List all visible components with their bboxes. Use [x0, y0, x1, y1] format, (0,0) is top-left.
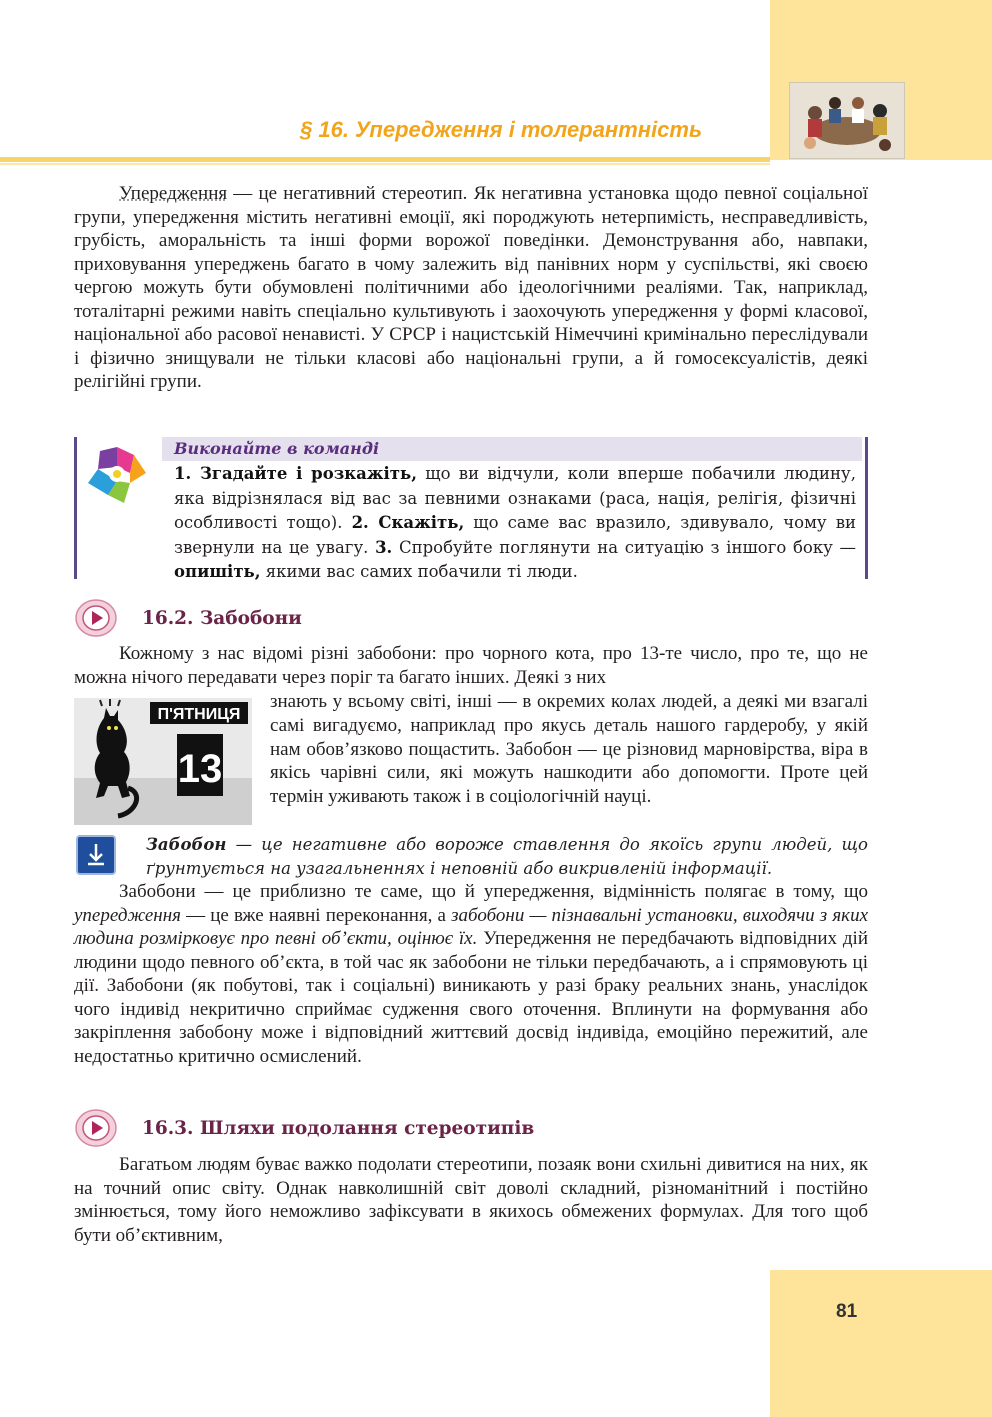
image-sign-text: П'ЯТНИЦЯ	[157, 706, 241, 723]
image-number-text: 13	[177, 747, 223, 791]
definition-icon	[76, 835, 116, 875]
task-step-3-verb: опишіть,	[174, 562, 261, 581]
intro-term: Упередження	[119, 183, 228, 204]
section-2-paragraph-2	[74, 880, 868, 1068]
black-cat-friday-13-image	[74, 698, 252, 825]
definition-term: Забобон	[146, 835, 227, 854]
section-3-heading: 16.3. Шляхи подолання стереотипів	[142, 1118, 535, 1139]
para2-end: Упередження не передбачають відповідних дій людини щодо певного об’єкта, в той час як забобони не тільки передбачають, а і спрямовують ці дії. Забобони (як побутові, так і соціальні) виникають у разі браку реальних знань, унаслідок чого індивід некритично сприймає судження свого оточення. Вплинути на формування або закріплення забобону може і відповідний життєвий досвід індивіда, емоційно пережитий, але недостатньо критично осмислений.	[74, 928, 868, 1067]
task-step-3-text: Спробуйте поглянути на ситуацію з іншого боку —	[392, 537, 856, 557]
section-2-wrapped-paragraph: знають у всьому світі, інші — в окремих колах людей, а деякі ми взагалі самі вигадуємо, наприклад про якусь деталь нашого гардеробу, у якій нам обов’язково пощастить. Забобон — це різновид марновірства, віра в якісь чарівні сили, які можуть нашкодити або допомогти. Проте цей термін уживають також і в соціологічній науці.	[270, 691, 868, 808]
para2-term-2: забобони — пізнавальні установки, виходячи з яких людина розмірковує про певні об’єкти, оцінює їх.	[74, 904, 868, 949]
task-step-2-label: 2. Скажіть,	[351, 513, 465, 532]
task-step-1-label: 1. Згадайте і розкажіть,	[174, 464, 417, 483]
section-2-heading: 16.2. Забобони	[142, 608, 302, 629]
team-task-box	[74, 437, 868, 579]
section-3-paragraph: Багатьом людям буває важко подолати стереотипи, позаяк вони схильні дивитися на них, як на точний опис світу. Однак навколишній світ доволі складний, різноманітний і постійно змінюється, тому його неможливо зафіксувати в якихось обмежених формулах. Для того щоб бути об’єктивним,	[74, 1154, 868, 1246]
header-rule	[0, 157, 770, 162]
team-hands-icon	[84, 443, 150, 507]
task-text	[174, 462, 856, 585]
section-2-lead-paragraph: Кожному з нас відомі різні забобони: про чорного кота, про 13-те число, про те, що не можна нічого передавати через поріг та багато інших. Деякі з них	[74, 643, 868, 688]
header-photo	[789, 82, 905, 159]
task-title: Виконайте в команді	[162, 437, 862, 461]
header-rule-secondary	[0, 163, 770, 165]
para2-middle: — це вже наявні переконання, а	[180, 904, 452, 926]
play-icon	[74, 1108, 118, 1148]
play-icon	[74, 598, 118, 638]
task-step-2-text: що саме вас вразило, здивувало, чому ви звернули на це увагу.	[174, 513, 856, 557]
task-box-right-border	[865, 437, 868, 579]
page-corner-band-bottom	[770, 1270, 992, 1417]
task-step-1-text: що ви відчули, коли вперше побачили людину, яка відрізнялася від вас за певними ознаками (раса, нація, релігія, фізичні особливості тощо).	[174, 464, 856, 532]
para2-start: Забобони — це приблизно те саме, що й упередження, відмінність полягає в тому, що	[119, 881, 868, 902]
definition-body: — це негативне або вороже ставлення до якоїсь групи людей, що ґрунтується на узагальненнях і неповній або викривленій інформації.	[146, 835, 868, 878]
task-step-3-label: 3.	[375, 537, 393, 557]
intro-text: — це негативний стереотип. Як негативна установка щодо певної соціальної групи, упередження містить негативні емоції, які породжують нетерпимість, несправедливість, грубість, аморальність та інші форми ворожої поведінки. Демонстрування або, навпаки, приховування упереджень багато в чому залежить від панівних норм у суспільстві, які своєю чергою можуть бути обумовлені політичними або ідеологічними реаліями. Так, наприклад, тоталітарні режими навіть спеціально культивують і заохочують упередження у формі класової, національної або расової ненависті. У СРСР і нацистській Німеччині кримінально переслідували і фізично знищували не тільки класові або національні групи, а й гомосексуалістів, деякі релігійні групи.	[74, 183, 868, 392]
definition-text	[146, 833, 868, 881]
para2-term-1: упередження	[74, 904, 181, 926]
chapter-title: § 16. Упередження і толерантність	[300, 117, 703, 142]
task-box-left-border	[74, 437, 77, 579]
intro-paragraph	[74, 182, 868, 394]
page-number: 81	[836, 1301, 858, 1322]
task-step-3-end: якими вас самих побачили ті люди.	[260, 562, 578, 581]
